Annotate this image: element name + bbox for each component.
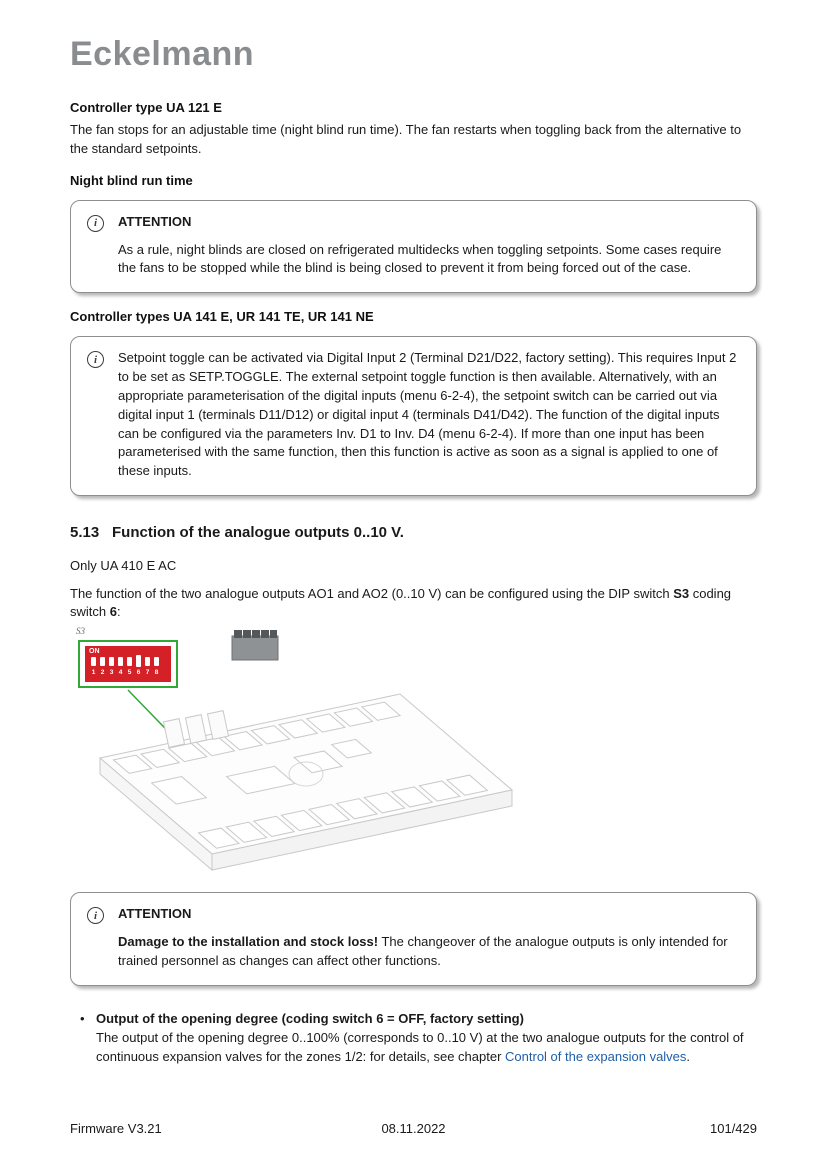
text-run-bold-6: 6	[109, 604, 117, 620]
dip-on-label: ON	[89, 648, 100, 656]
page-footer	[70, 1120, 757, 1139]
bullet-opening-degree	[70, 1010, 757, 1067]
info-box-setpoint-toggle	[70, 336, 757, 496]
bullet-marker: •	[80, 1010, 85, 1026]
bullet-heading: Output of the opening degree (coding switch 6 = OFF, factory setting)	[96, 1010, 524, 1026]
attention-body	[118, 905, 740, 971]
footer-firmware-version: Firmware V3.21	[70, 1121, 162, 1137]
text-run: The changeover of the analogue outputs is only intended for trained personnel as changes can affect other functions.	[118, 934, 728, 969]
dip-toggle-2	[100, 657, 105, 666]
dip-switch-numbers	[89, 669, 171, 677]
dip-number: 6	[136, 669, 141, 677]
dip-number: 2	[100, 669, 105, 677]
dip-number: 8	[154, 669, 159, 677]
controller-board-figure	[70, 628, 570, 880]
section-title: Function of the analogue outputs 0..10 V.	[112, 524, 404, 542]
text-run: The function of the two analogue outputs AO1 and AO2 (0..10 V) can be configured using the DIP switch	[70, 585, 674, 601]
dip-number: 4	[118, 669, 123, 677]
attention-title: ATTENTION	[118, 213, 192, 229]
dip-toggle-6	[136, 655, 141, 667]
dip-number: 3	[109, 669, 114, 677]
dip-toggle-3	[109, 657, 114, 666]
heading-night-blind-run-time: Night blind run time	[70, 172, 193, 188]
footer-page-number: 101/429	[710, 1121, 757, 1137]
text-run: The output of the opening degree 0..100% (corresponds to 0..10 V) at the two analogue outputs for the control of continuous expansion valves for the zones 1/2: for details, see chapter	[96, 1029, 744, 1064]
section-number: 5.13	[70, 524, 100, 542]
bullet-text	[96, 1029, 757, 1067]
paragraph-only-ua410: Only UA 410 E AC	[70, 557, 177, 573]
dip-number: 1	[91, 669, 96, 677]
dip-switch-s3	[85, 646, 171, 682]
dip-number: 7	[145, 669, 150, 677]
info-icon: i	[87, 351, 104, 368]
dip-toggle-5	[127, 657, 132, 666]
bullet-body	[96, 1010, 757, 1067]
dip-toggle-8	[154, 657, 159, 666]
dip-toggle-7	[145, 657, 150, 666]
text-run: coding switch	[70, 585, 732, 620]
heading-controller-ua141: Controller types UA 141 E, UR 141 TE, UR 141 NE	[70, 309, 374, 325]
text-run: :	[116, 604, 121, 620]
text-run: .	[686, 1048, 691, 1064]
section-heading-5-13	[70, 522, 757, 544]
text-run-bold-s3: S3	[673, 585, 690, 601]
paragraph-ua121: The fan stops for an adjustable time (night blind run time). The fan restarts when toggling back from the alternative to the standard setpoints.	[70, 122, 742, 157]
dip-toggle-1	[91, 657, 96, 666]
dip-switch-callout	[78, 640, 178, 688]
attention-title: ATTENTION	[118, 906, 192, 922]
attention-body	[118, 213, 740, 279]
info-box-body	[118, 349, 740, 481]
dip-toggle-4	[118, 657, 123, 666]
dip-switch-toggles	[89, 657, 171, 669]
paragraph-dip-switch-intro	[70, 585, 757, 623]
footer-date: 08.11.2022	[381, 1121, 446, 1137]
attention-box-night-blind	[70, 200, 757, 294]
info-icon: i	[87, 907, 104, 924]
plug-connector	[232, 630, 278, 660]
eckelmann-logo: Eckelmann	[70, 35, 255, 73]
text-run-bold: Damage to the installation and stock loss!	[118, 934, 379, 950]
attention-box-damage	[70, 892, 757, 986]
attention-text	[118, 933, 740, 971]
dip-switch-s3-label: S3	[76, 626, 85, 637]
dip-number: 5	[127, 669, 132, 677]
attention-text: As a rule, night blinds are closed on refrigerated multidecks when toggling setpoints. Some cases require the fans to be stopped while the blind is being closed to prevent it from being forced out of the case.	[118, 241, 722, 276]
heading-controller-ua121: Controller type UA 121 E	[70, 100, 222, 116]
info-box-text: Setpoint toggle can be activated via Digital Input 2 (Terminal D21/D22, factory setting). This requires Input 2 to be set as SETP.TOGGLE. The external setpoint toggle function is then available. Alternatively, with an appropriate parameterisation of the digital inputs (menu 6-2-4), the setpoint switch can be carried out via digital input 1 (terminals D11/D12) or digital input 4 (terminals D41/D42). The function of the digital inputs can be configured via the parameters Inv. D1 to Inv. D4 (menu 6-2-4). If more than one input has been parameterised with the same function, then this function is active as soon as a signal is applied to one of these inputs.	[118, 350, 737, 479]
link-control-expansion-valves[interactable]: Control of the expansion valves	[505, 1048, 687, 1064]
info-icon: i	[87, 215, 104, 232]
